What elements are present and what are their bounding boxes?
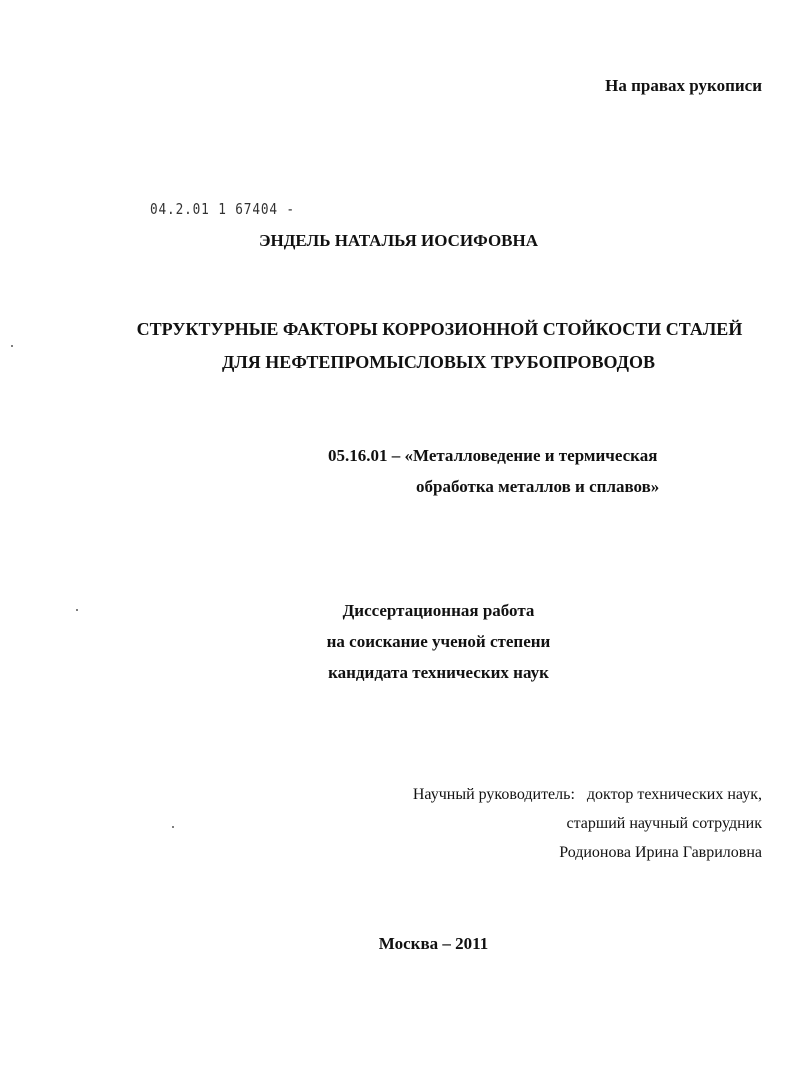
specialty-line-1: 05.16.01 – «Металловедение и термическая — [328, 446, 658, 465]
city-year: Москва – 2011 — [378, 934, 489, 953]
rights-notice: На правах рукописи — [605, 76, 762, 95]
advisor-line-1 — [413, 786, 762, 804]
thesis-type-line-1: Диссертационная работа — [342, 601, 535, 620]
advisor-degree: доктор технических наук, — [586, 786, 762, 803]
scan-speck — [172, 826, 174, 828]
thesis-type-line-3: кандидата технических наук — [328, 663, 549, 682]
registration-stamp: 04.2.01 1 67404 - — [150, 200, 295, 218]
scan-speck — [76, 609, 78, 611]
specialty-line-2: обработка металлов и сплавов» — [416, 477, 660, 496]
thesis-title-line-2: ДЛЯ НЕФТЕПРОМЫСЛОВЫХ ТРУБОПРОВОДОВ — [222, 352, 655, 372]
advisor-name: Родионова Ирина Гавриловна — [559, 844, 762, 861]
author-name: ЭНДЕЛЬ НАТАЛЬЯ ИОСИФОВНА — [258, 231, 539, 250]
thesis-type-line-2: на соискание ученой степени — [326, 632, 551, 651]
scan-speck — [11, 345, 13, 347]
advisor-position: старший научный сотрудник — [566, 815, 762, 832]
advisor-label: Научный руководитель: — [412, 786, 575, 803]
thesis-title-line-1: СТРУКТУРНЫЕ ФАКТОРЫ КОРРОЗИОННОЙ СТОЙКОСТИ СТАЛЕЙ — [136, 319, 743, 339]
